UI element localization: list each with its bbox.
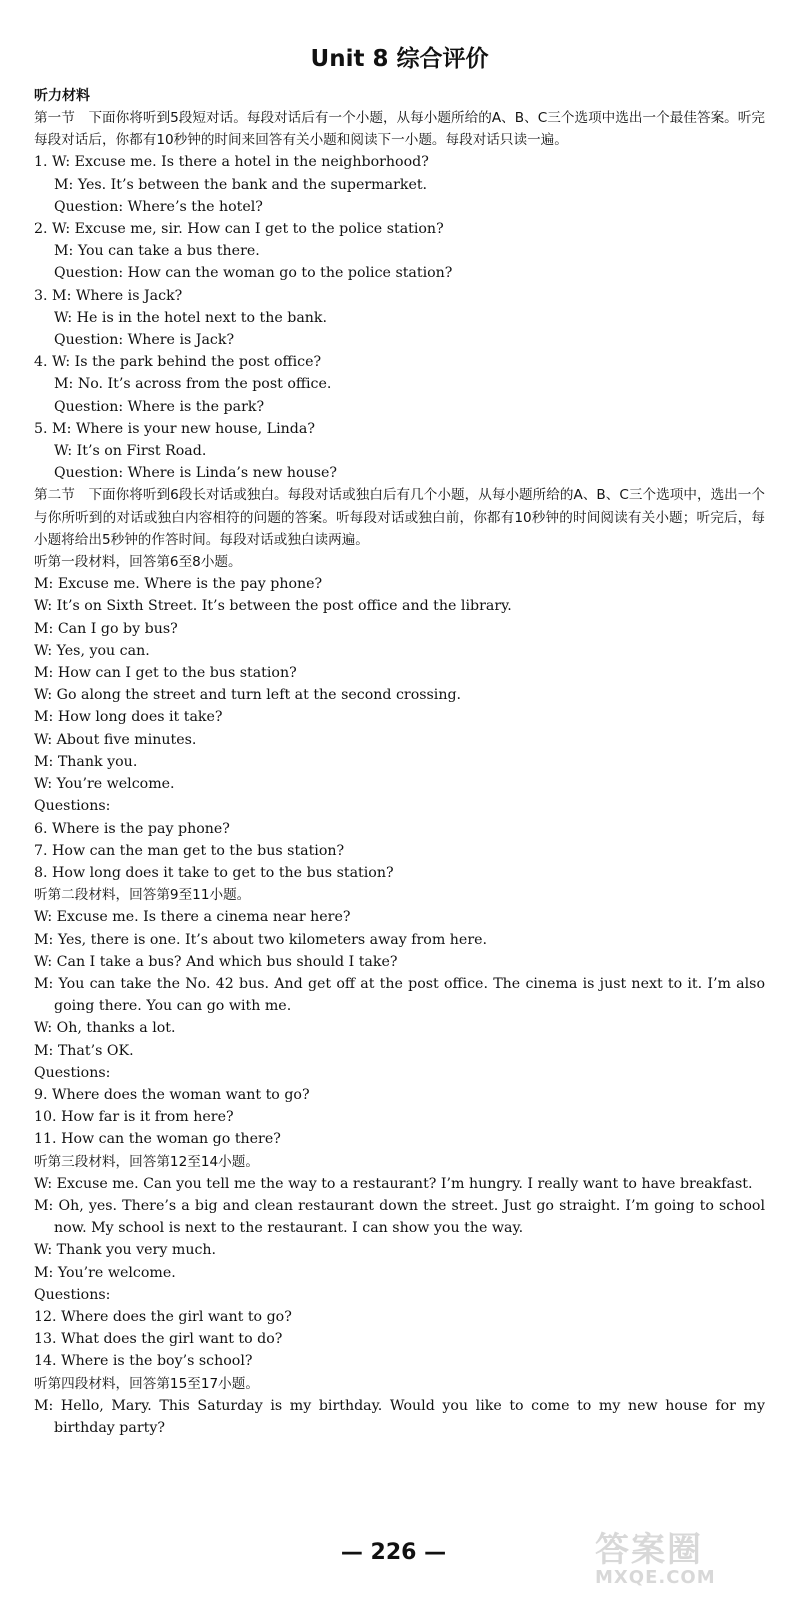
- transcript-line: 1. W: Excuse me. Is there a hotel in the neighborhood?: [34, 154, 429, 171]
- transcript-line: 5. M: Where is your new house, Linda?: [34, 420, 315, 437]
- transcript-line: W: Can I take a bus? And which bus should I take?: [34, 953, 398, 970]
- transcript-line: 9. Where does the woman want to go?: [34, 1086, 310, 1103]
- transcript-line: W: About five minutes.: [34, 731, 197, 748]
- transcript-line: 3. M: Where is Jack?: [34, 287, 183, 304]
- transcript-line: M: Yes. It’s between the bank and the supermarket.: [54, 176, 428, 193]
- listening-transcript: [34, 107, 765, 1439]
- transcript-line: M: No. It’s across from the post office.: [54, 376, 332, 393]
- transcript-line: W: Excuse me. Can you tell me the way to a restaurant? I’m hungry. I really want to have breakfast.: [34, 1175, 753, 1192]
- transcript-line: M: How can I get to the bus station?: [34, 665, 297, 682]
- section-label: 听力材料: [34, 88, 90, 104]
- transcript-line: 12. Where does the girl want to go?: [34, 1308, 292, 1325]
- transcript-line: 10. How far is it from here?: [34, 1109, 234, 1126]
- transcript-line: M: Thank you.: [34, 753, 138, 770]
- transcript-line: W: He is in the hotel next to the bank.: [54, 309, 328, 326]
- transcript-line: 8. How long does it take to get to the bus station?: [34, 864, 394, 881]
- transcript-line: M: Oh, yes. There’s a big and clean restaurant down the street. Just go straight. I’m going to school now. My school is next to the restaurant. I can show you the way.: [34, 1197, 765, 1237]
- transcript-line: 2. W: Excuse me, sir. How can I get to the police station?: [34, 221, 444, 238]
- transcript-line: M: You can take the No. 42 bus. And get off at the post office. The cinema is just next to it. I’m also going there. You can go with me.: [34, 975, 765, 1015]
- transcript-line: W: Excuse me. Is there a cinema near here?: [34, 909, 351, 926]
- transcript-line: W: You’re welcome.: [34, 776, 175, 793]
- transcript-line: Questions:: [34, 1064, 111, 1081]
- transcript-line: 听第三段材料，回答第12至14小题。: [34, 1153, 259, 1170]
- transcript-line: M: Excuse me. Where is the pay phone?: [34, 576, 323, 593]
- transcript-line: M: You’re welcome.: [34, 1264, 176, 1281]
- transcript-line: 11. How can the woman go there?: [34, 1131, 281, 1148]
- transcript-line: 第一节 下面你将听到5段短对话。每段对话后有一个小题，从每小题所给的A、B、C三个选项中选出一个最佳答案。听完每段对话后，你都有10秒钟的时间来回答有关小题和阅读下一小题。每段对话只读一遍。: [34, 110, 765, 149]
- transcript-line: Question: Where is Jack?: [54, 332, 235, 349]
- page-number: — 226 —: [340, 1540, 447, 1565]
- transcript-line: M: How long does it take?: [34, 709, 223, 726]
- watermark-top-text: 答案圈: [595, 1530, 703, 1570]
- transcript-line: W: Go along the street and turn left at the second crossing.: [34, 687, 462, 704]
- page-title: Unit 8 综合评价: [310, 46, 489, 72]
- watermark-logo: [595, 1522, 775, 1592]
- transcript-line: W: It’s on First Road.: [54, 443, 207, 460]
- transcript-line: M: You can take a bus there.: [54, 243, 260, 260]
- transcript-line: 14. Where is the boy’s school?: [34, 1353, 253, 1370]
- transcript-line: 第二节 下面你将听到6段长对话或独白。每段对话或独白后有几个小题，从每小题所给的A、B、C三个选项中，选出一个与你所听到的对话或独白内容相符的问题的答案。听每段对话或独白前，你都有10秒钟的时间阅读有关小题；听完后，每小题将给出5秒钟的作答时间。每段对话或独白读两遍。: [34, 487, 765, 548]
- transcript-line: W: Yes, you can.: [34, 642, 150, 659]
- transcript-line: Question: How can the woman go to the police station?: [54, 265, 453, 282]
- transcript-line: 听第二段材料，回答第9至11小题。: [34, 887, 251, 904]
- transcript-line: 7. How can the man get to the bus station?: [34, 842, 345, 859]
- transcript-line: Question: Where’s the hotel?: [54, 198, 263, 215]
- transcript-line: W: Thank you very much.: [34, 1242, 217, 1259]
- transcript-line: 听第一段材料，回答第6至8小题。: [34, 554, 242, 571]
- transcript-line: 13. What does the girl want to do?: [34, 1331, 283, 1348]
- transcript-line: W: Oh, thanks a lot.: [34, 1020, 176, 1037]
- transcript-line: M: That’s OK.: [34, 1042, 134, 1059]
- transcript-line: 听第四段材料，回答第15至17小题。: [34, 1375, 259, 1392]
- transcript-line: Question: Where is Linda’s new house?: [54, 465, 338, 482]
- watermark-bottom-text: MXQE.COM: [595, 1567, 716, 1588]
- transcript-line: Questions:: [34, 798, 111, 815]
- transcript-line: 6. Where is the pay phone?: [34, 820, 230, 837]
- transcript-line: M: Hello, Mary. This Saturday is my birthday. Would you like to come to my new house for my birthday party?: [34, 1397, 765, 1436]
- transcript-line: 4. W: Is the park behind the post office?: [34, 354, 322, 371]
- transcript-line: M: Can I go by bus?: [34, 620, 178, 637]
- transcript-line: Question: Where is the park?: [54, 398, 265, 415]
- transcript-line: M: Yes, there is one. It’s about two kilometers away from here.: [34, 931, 488, 948]
- transcript-line: W: It’s on Sixth Street. It’s between the post office and the library.: [34, 598, 512, 615]
- transcript-line: Questions:: [34, 1286, 111, 1303]
